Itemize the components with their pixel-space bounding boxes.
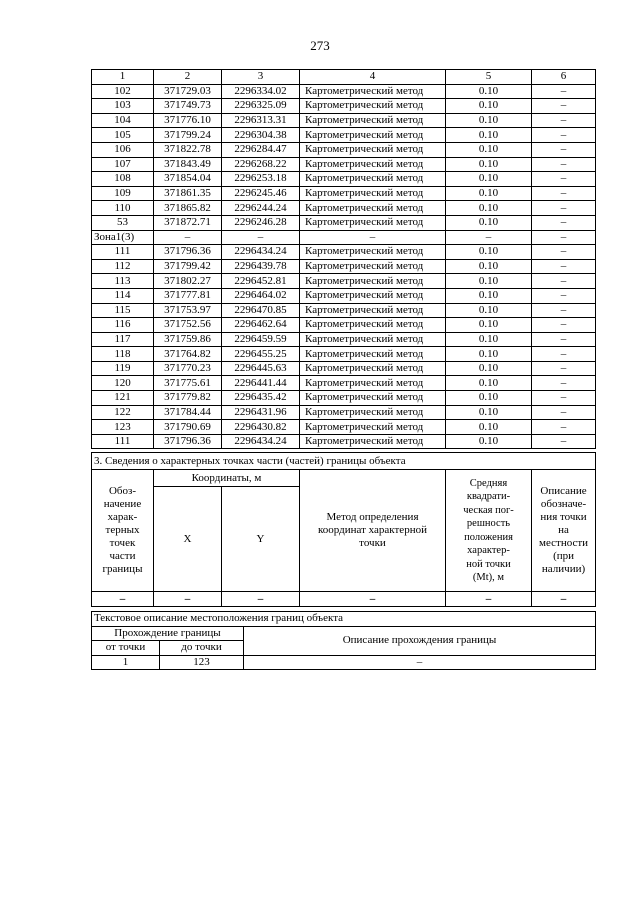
header-cell: 2 — [154, 70, 222, 85]
y-coordinate-cell: 2296430.82 — [222, 420, 300, 435]
accuracy-cell: 0.10 — [446, 391, 532, 406]
method-cell: Картометрический метод — [300, 142, 446, 157]
point-number-cell: 111 — [92, 434, 154, 449]
description-cell: – — [532, 128, 596, 143]
point-number-cell: 110 — [92, 201, 154, 216]
header-cell: 1 — [92, 70, 154, 85]
table-header-row — [92, 70, 596, 85]
header-cell: 4 — [300, 70, 446, 85]
y-coordinate-cell: – — [222, 230, 300, 245]
accuracy-cell: 0.10 — [446, 172, 532, 187]
table-row — [92, 420, 596, 435]
passage-header: Прохождение границы — [92, 626, 244, 641]
table-row — [92, 172, 596, 187]
method-cell: Картометрический метод — [300, 113, 446, 128]
point-number-cell: 108 — [92, 172, 154, 187]
x-coordinate-cell: 371872.71 — [154, 215, 222, 230]
method-cell: Картометрический метод — [300, 186, 446, 201]
table-row — [92, 303, 596, 318]
y-coordinate-cell: 2296462.64 — [222, 318, 300, 333]
description-cell: – — [532, 84, 596, 99]
table-row — [92, 230, 596, 245]
method-cell: Картометрический метод — [300, 128, 446, 143]
method-cell: Картометрический метод — [300, 405, 446, 420]
method-cell: Картометрический метод — [300, 259, 446, 274]
table-row — [92, 361, 596, 376]
accuracy-cell: 0.10 — [446, 332, 532, 347]
method-cell: Картометрический метод — [300, 201, 446, 216]
empty-cell: – — [154, 592, 222, 607]
accuracy-cell: 0.10 — [446, 274, 532, 289]
description-cell: – — [532, 376, 596, 391]
point-number-cell: 107 — [92, 157, 154, 172]
y-coordinate-cell: 2296435.42 — [222, 391, 300, 406]
point-number-cell: 103 — [92, 99, 154, 114]
method-cell: Картометрический метод — [300, 434, 446, 449]
y-coordinate-cell: 2296431.96 — [222, 405, 300, 420]
description-cell: – — [532, 318, 596, 333]
description-cell: – — [532, 420, 596, 435]
y-coordinate-cell: 2296464.02 — [222, 288, 300, 303]
accuracy-cell: 0.10 — [446, 347, 532, 362]
boundary-description-table — [91, 611, 596, 670]
y-coordinate-cell: 2296253.18 — [222, 172, 300, 187]
point-number-cell: 121 — [92, 391, 154, 406]
table-row — [92, 405, 596, 420]
method-cell: Картометрический метод — [300, 157, 446, 172]
point-number-cell: 104 — [92, 113, 154, 128]
accuracy-cell: 0.10 — [446, 201, 532, 216]
description-cell: – — [532, 434, 596, 449]
method-cell: Картометрический метод — [300, 288, 446, 303]
accuracy-cell: 0.10 — [446, 215, 532, 230]
table-row — [92, 332, 596, 347]
from-point-cell: 1 — [92, 655, 160, 670]
header-cell: 3 — [222, 70, 300, 85]
header-cell: 6 — [532, 70, 596, 85]
to-point-cell: 123 — [160, 655, 244, 670]
page-number: 273 — [310, 38, 330, 53]
accuracy-cell: 0.10 — [446, 128, 532, 143]
table-row — [92, 201, 596, 216]
accuracy-cell: 0.10 — [446, 245, 532, 260]
description-cell: – — [244, 655, 596, 670]
point-number-cell: 102 — [92, 84, 154, 99]
description-cell: – — [532, 186, 596, 201]
point-number-cell: 105 — [92, 128, 154, 143]
y-coordinate-cell: 2296334.02 — [222, 84, 300, 99]
y-coordinate-cell: 2296313.31 — [222, 113, 300, 128]
point-description-header: Описание обозначе- ния точки на местности (при наличии) — [532, 470, 596, 592]
table-row — [92, 274, 596, 289]
point-number-cell: 106 — [92, 142, 154, 157]
x-coordinate-cell: 371861.35 — [154, 186, 222, 201]
from-point-header: от точки — [92, 641, 160, 656]
x-coordinate-cell: 371784.44 — [154, 405, 222, 420]
point-number-cell: 118 — [92, 347, 154, 362]
passage-description-header: Описание прохождения границы — [244, 626, 596, 655]
x-coordinate-cell: 371822.78 — [154, 142, 222, 157]
boundary-description-title: Текстовое описание местоположения границ объекта — [92, 612, 596, 627]
y-coordinate-cell: 2296284.47 — [222, 142, 300, 157]
section3-title: 3. Сведения о характерных точках части (частей) границы объекта — [92, 453, 596, 470]
method-cell: – — [300, 230, 446, 245]
accuracy-cell: – — [446, 230, 532, 245]
y-coordinate-cell: 2296434.24 — [222, 245, 300, 260]
description-cell: – — [532, 274, 596, 289]
accuracy-cell: 0.10 — [446, 84, 532, 99]
description-cell: – — [532, 201, 596, 216]
accuracy-cell: 0.10 — [446, 259, 532, 274]
point-number-cell: 112 — [92, 259, 154, 274]
table-row — [92, 245, 596, 260]
description-cell: – — [532, 172, 596, 187]
table-row — [92, 318, 596, 333]
point-number-cell: 123 — [92, 420, 154, 435]
method-cell: Картометрический метод — [300, 361, 446, 376]
x-coordinate-cell: 371799.24 — [154, 128, 222, 143]
x-coordinate-cell: 371843.49 — [154, 157, 222, 172]
point-number-cell: 116 — [92, 318, 154, 333]
empty-cell: – — [222, 592, 300, 607]
x-coordinate-cell: 371865.82 — [154, 201, 222, 216]
accuracy-cell: 0.10 — [446, 186, 532, 201]
description-cell: – — [532, 259, 596, 274]
empty-cell: – — [532, 592, 596, 607]
table-row — [92, 186, 596, 201]
x-coordinate-cell: 371770.23 — [154, 361, 222, 376]
x-coordinate-cell: 371854.04 — [154, 172, 222, 187]
y-coordinate-cell: 2296245.46 — [222, 186, 300, 201]
y-coordinate-cell: 2296445.63 — [222, 361, 300, 376]
to-point-header: до точки — [160, 641, 244, 656]
y-coordinate-cell: 2296304.38 — [222, 128, 300, 143]
y-coordinate-cell: 2296434.24 — [222, 434, 300, 449]
accuracy-cell: 0.10 — [446, 405, 532, 420]
x-coordinate-cell: 371729.03 — [154, 84, 222, 99]
accuracy-cell: 0.10 — [446, 420, 532, 435]
description-cell: – — [532, 405, 596, 420]
table-row — [92, 84, 596, 99]
method-cell: Картометрический метод — [300, 391, 446, 406]
accuracy-cell: 0.10 — [446, 113, 532, 128]
table-row — [92, 259, 596, 274]
accuracy-cell: 0.10 — [446, 318, 532, 333]
method-cell: Картометрический метод — [300, 347, 446, 362]
accuracy-cell: 0.10 — [446, 303, 532, 318]
accuracy-cell: 0.10 — [446, 361, 532, 376]
description-cell: – — [532, 245, 596, 260]
y-coordinate-cell: 2296455.25 — [222, 347, 300, 362]
method-cell: Картометрический метод — [300, 99, 446, 114]
coordinates-table-body — [92, 70, 596, 449]
description-cell: – — [532, 303, 596, 318]
x-coordinate-cell: 371796.36 — [154, 434, 222, 449]
x-coordinate-cell: 371752.56 — [154, 318, 222, 333]
accuracy-cell: 0.10 — [446, 99, 532, 114]
accuracy-cell: 0.10 — [446, 288, 532, 303]
table-row — [92, 347, 596, 362]
table-row — [92, 215, 596, 230]
accuracy-cell: 0.10 — [446, 376, 532, 391]
table-row — [92, 99, 596, 114]
method-cell: Картометрический метод — [300, 318, 446, 333]
table-row — [92, 391, 596, 406]
x-coordinate-cell: 371764.82 — [154, 347, 222, 362]
x-coordinate-cell: 371796.36 — [154, 245, 222, 260]
description-cell: – — [532, 215, 596, 230]
point-number-cell: 113 — [92, 274, 154, 289]
point-designation-header: Обоз- начение харак- терных точек части границы — [92, 470, 154, 592]
y-coordinate-cell: 2296246.28 — [222, 215, 300, 230]
x-coordinate-cell: 371775.61 — [154, 376, 222, 391]
description-cell: – — [532, 347, 596, 362]
x-coordinate-cell: 371753.97 — [154, 303, 222, 318]
y-header: Y — [222, 487, 300, 592]
table-row — [92, 592, 596, 607]
method-cell: Картометрический метод — [300, 303, 446, 318]
point-number-cell: 117 — [92, 332, 154, 347]
description-cell: – — [532, 332, 596, 347]
description-cell: – — [532, 157, 596, 172]
empty-cell: – — [92, 592, 154, 607]
x-coordinate-cell: 371777.81 — [154, 288, 222, 303]
point-number-cell: 109 — [92, 186, 154, 201]
x-coordinate-cell: 371802.27 — [154, 274, 222, 289]
accuracy-cell: 0.10 — [446, 434, 532, 449]
point-number-cell: Зона1(3) — [92, 230, 154, 245]
point-number-cell: 115 — [92, 303, 154, 318]
accuracy-header: Средняя квадрати- ческая пог- решность положения характер- ной точки (Mt), м — [446, 470, 532, 592]
empty-cell: – — [446, 592, 532, 607]
section3-table — [91, 452, 596, 607]
point-number-cell: 119 — [92, 361, 154, 376]
x-header: X — [154, 487, 222, 592]
method-cell: Картометрический метод — [300, 215, 446, 230]
x-coordinate-cell: 371759.86 — [154, 332, 222, 347]
table-row — [92, 157, 596, 172]
description-cell: – — [532, 99, 596, 114]
x-coordinate-cell: 371776.10 — [154, 113, 222, 128]
point-number-cell: 53 — [92, 215, 154, 230]
description-cell: – — [532, 288, 596, 303]
y-coordinate-cell: 2296441.44 — [222, 376, 300, 391]
x-coordinate-cell: 371799.42 — [154, 259, 222, 274]
description-cell: – — [532, 230, 596, 245]
table-row — [92, 113, 596, 128]
y-coordinate-cell: 2296244.24 — [222, 201, 300, 216]
description-cell: – — [532, 391, 596, 406]
y-coordinate-cell: 2296452.81 — [222, 274, 300, 289]
point-number-cell: 122 — [92, 405, 154, 420]
table-row — [92, 376, 596, 391]
method-cell: Картометрический метод — [300, 245, 446, 260]
method-cell: Картометрический метод — [300, 376, 446, 391]
table-row — [92, 128, 596, 143]
table-row — [92, 655, 596, 670]
x-coordinate-cell: 371790.69 — [154, 420, 222, 435]
y-coordinate-cell: 2296470.85 — [222, 303, 300, 318]
table-row — [92, 288, 596, 303]
table-row — [92, 142, 596, 157]
y-coordinate-cell: 2296325.09 — [222, 99, 300, 114]
y-coordinate-cell: 2296268.22 — [222, 157, 300, 172]
method-cell: Картометрический метод — [300, 420, 446, 435]
method-cell: Картометрический метод — [300, 332, 446, 347]
method-cell: Картометрический метод — [300, 274, 446, 289]
description-cell: – — [532, 113, 596, 128]
coordinates-header: Координаты, м — [154, 470, 300, 487]
x-coordinate-cell: 371779.82 — [154, 391, 222, 406]
method-cell: Картометрический метод — [300, 172, 446, 187]
y-coordinate-cell: 2296439.78 — [222, 259, 300, 274]
method-cell: Картометрический метод — [300, 84, 446, 99]
y-coordinate-cell: 2296459.59 — [222, 332, 300, 347]
empty-cell: – — [300, 592, 446, 607]
point-number-cell: 114 — [92, 288, 154, 303]
description-cell: – — [532, 142, 596, 157]
accuracy-cell: 0.10 — [446, 157, 532, 172]
accuracy-cell: 0.10 — [446, 142, 532, 157]
coordinates-table — [91, 69, 596, 449]
point-number-cell: 111 — [92, 245, 154, 260]
x-coordinate-cell: – — [154, 230, 222, 245]
point-number-cell: 120 — [92, 376, 154, 391]
table-row — [92, 434, 596, 449]
method-header: Метод определения координат характерной точки — [300, 470, 446, 592]
header-cell: 5 — [446, 70, 532, 85]
description-cell: – — [532, 361, 596, 376]
x-coordinate-cell: 371749.73 — [154, 99, 222, 114]
